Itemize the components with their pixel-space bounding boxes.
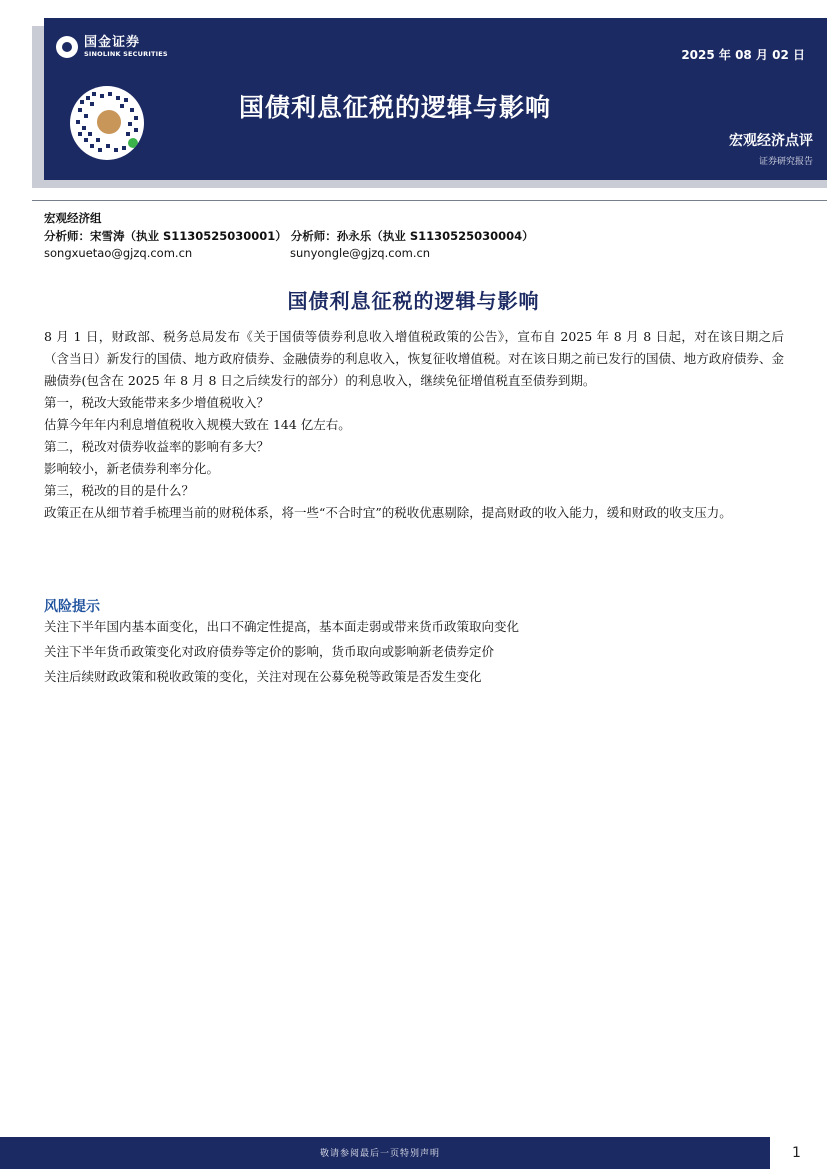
company-logo (56, 36, 168, 58)
risk-item: 关注下半年货币政策变化对政府债券等定价的影响，货币取向或影响新老债券定价 (44, 644, 495, 659)
divider (32, 200, 827, 201)
page-number: 1 (792, 1145, 801, 1161)
risk-heading: 风险提示 (44, 599, 100, 615)
question-1: 第一，税改大致能带来多少增值税收入？ (44, 395, 270, 410)
report-body (44, 326, 784, 524)
logo-icon (56, 36, 78, 58)
report-date: 2025 年 08 月 02 日 (681, 48, 805, 62)
analyst-email-2[interactable]: sunyongle@gjzq.com.cn (290, 246, 431, 260)
banner-title: 国债利息征税的逻辑与影响 (239, 93, 552, 122)
risk-item: 关注后续财政政策和税收政策的变化，关注对现在公募免税等政策是否发生变化 (44, 669, 482, 684)
wechat-icon (128, 138, 138, 148)
analysts-line: 分析师：宋雪涛（执业 S1130525030001） 分析师：孙永乐（执业 S1130525030004） (44, 229, 534, 243)
risk-list (44, 614, 784, 689)
qr-center-logo (95, 108, 123, 136)
answer-1: 估算今年年内利息增值税收入规模大致在 144 亿左右。 (44, 417, 351, 432)
logo-name-en: SINOLINK SECURITIES (84, 50, 168, 58)
risk-item: 关注下半年国内基本面变化，出口不确定性提高，基本面走弱或带来货币政策取向变化 (44, 619, 520, 634)
qr-code-icon (70, 86, 144, 160)
report-category: 宏观经济点评 (729, 133, 813, 149)
report-banner (44, 18, 827, 180)
analyst-email-1[interactable]: songxuetao@gjzq.com.cn (44, 246, 193, 260)
question-2: 第二，税改对债券收益率的影响有多大？ (44, 439, 270, 454)
question-3: 第三，税改的目的是什么？ (44, 483, 195, 498)
intro-paragraph: 8 月 1 日，财政部、税务总局发布《关于国债等债券利息收入增值税政策的公告》，宣布自 2025 年 8 月 8 日起，对在该日期之后（含当日）新发行的国债、地方政府债券、金融债券的利息收入，恢复征收增值税。对在该日期之前已发行的国债、地方政府债券、金融债券(包含在 2025 年 8 月 8 日之后续发行的部分）的利息收入，继续免征增值税直至债券到期。 (44, 329, 784, 388)
report-type: 证券研究报告 (758, 157, 813, 167)
logo-name-cn: 国金证券 (84, 35, 141, 50)
answer-3: 政策正在从细节着手梳理当前的财税体系，将一些“不合时宜”的税收优惠剔除，提高财政的收入能力，缓和财政的收支压力。 (44, 505, 732, 520)
answer-2: 影响较小，新老债券利率分化。 (44, 461, 220, 476)
research-group: 宏观经济组 (44, 211, 102, 225)
footer-disclaimer: 敬请参阅最后一页特别声明 (319, 1149, 440, 1159)
report-title: 国债利息征税的逻辑与影响 (287, 289, 540, 313)
